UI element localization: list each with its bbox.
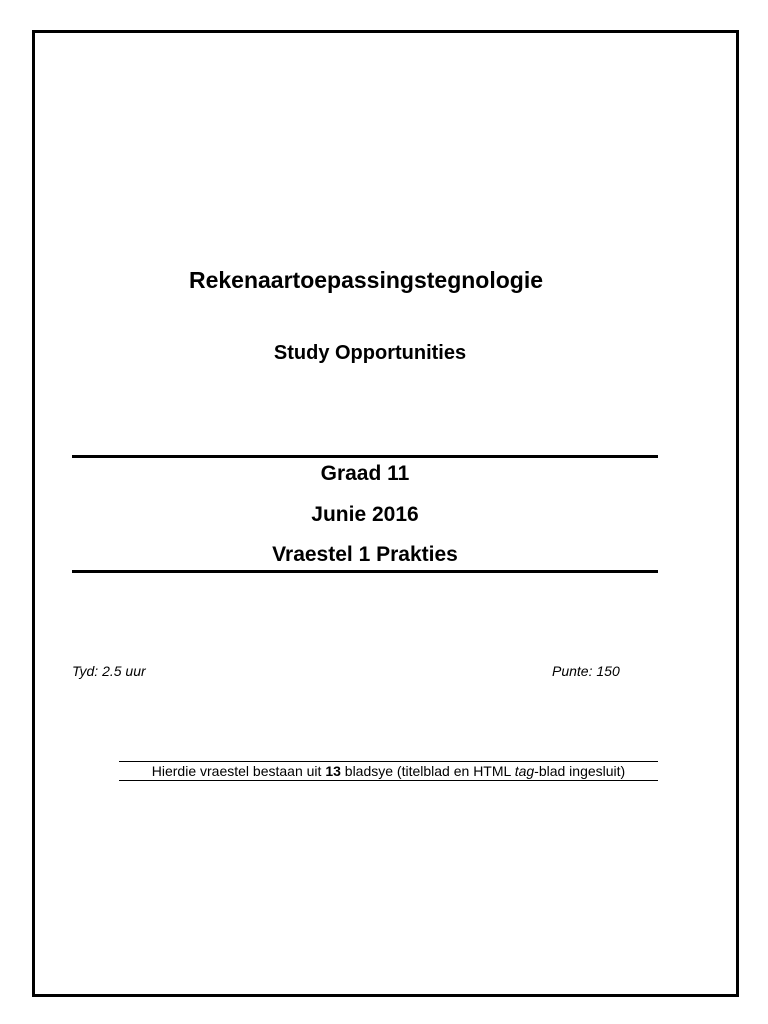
- bottom-divider: [72, 570, 658, 573]
- time-allowed: Tyd: 2.5 uur: [72, 663, 146, 679]
- subject-title: Rekenaartoepassingstegnologie: [188, 267, 544, 293]
- page-count-note: [119, 761, 658, 781]
- note-emphasis: tag: [514, 763, 535, 779]
- grade-label: Graad 11: [320, 462, 410, 485]
- note-text-start: Hierdie vraestel bestaan uit: [151, 763, 326, 779]
- exam-date: Junie 2016: [311, 503, 419, 526]
- subtitle: Study Opportunities: [273, 342, 467, 364]
- total-marks: Punte: 150: [552, 663, 620, 679]
- page-count: 13: [325, 763, 341, 779]
- paper-label: Vraestel 1 Prakties: [272, 543, 458, 566]
- note-text-middle: bladsye (titelblad en HTML: [340, 763, 515, 779]
- top-divider: [72, 455, 658, 458]
- note-text-end: -blad ingesluit): [534, 763, 626, 779]
